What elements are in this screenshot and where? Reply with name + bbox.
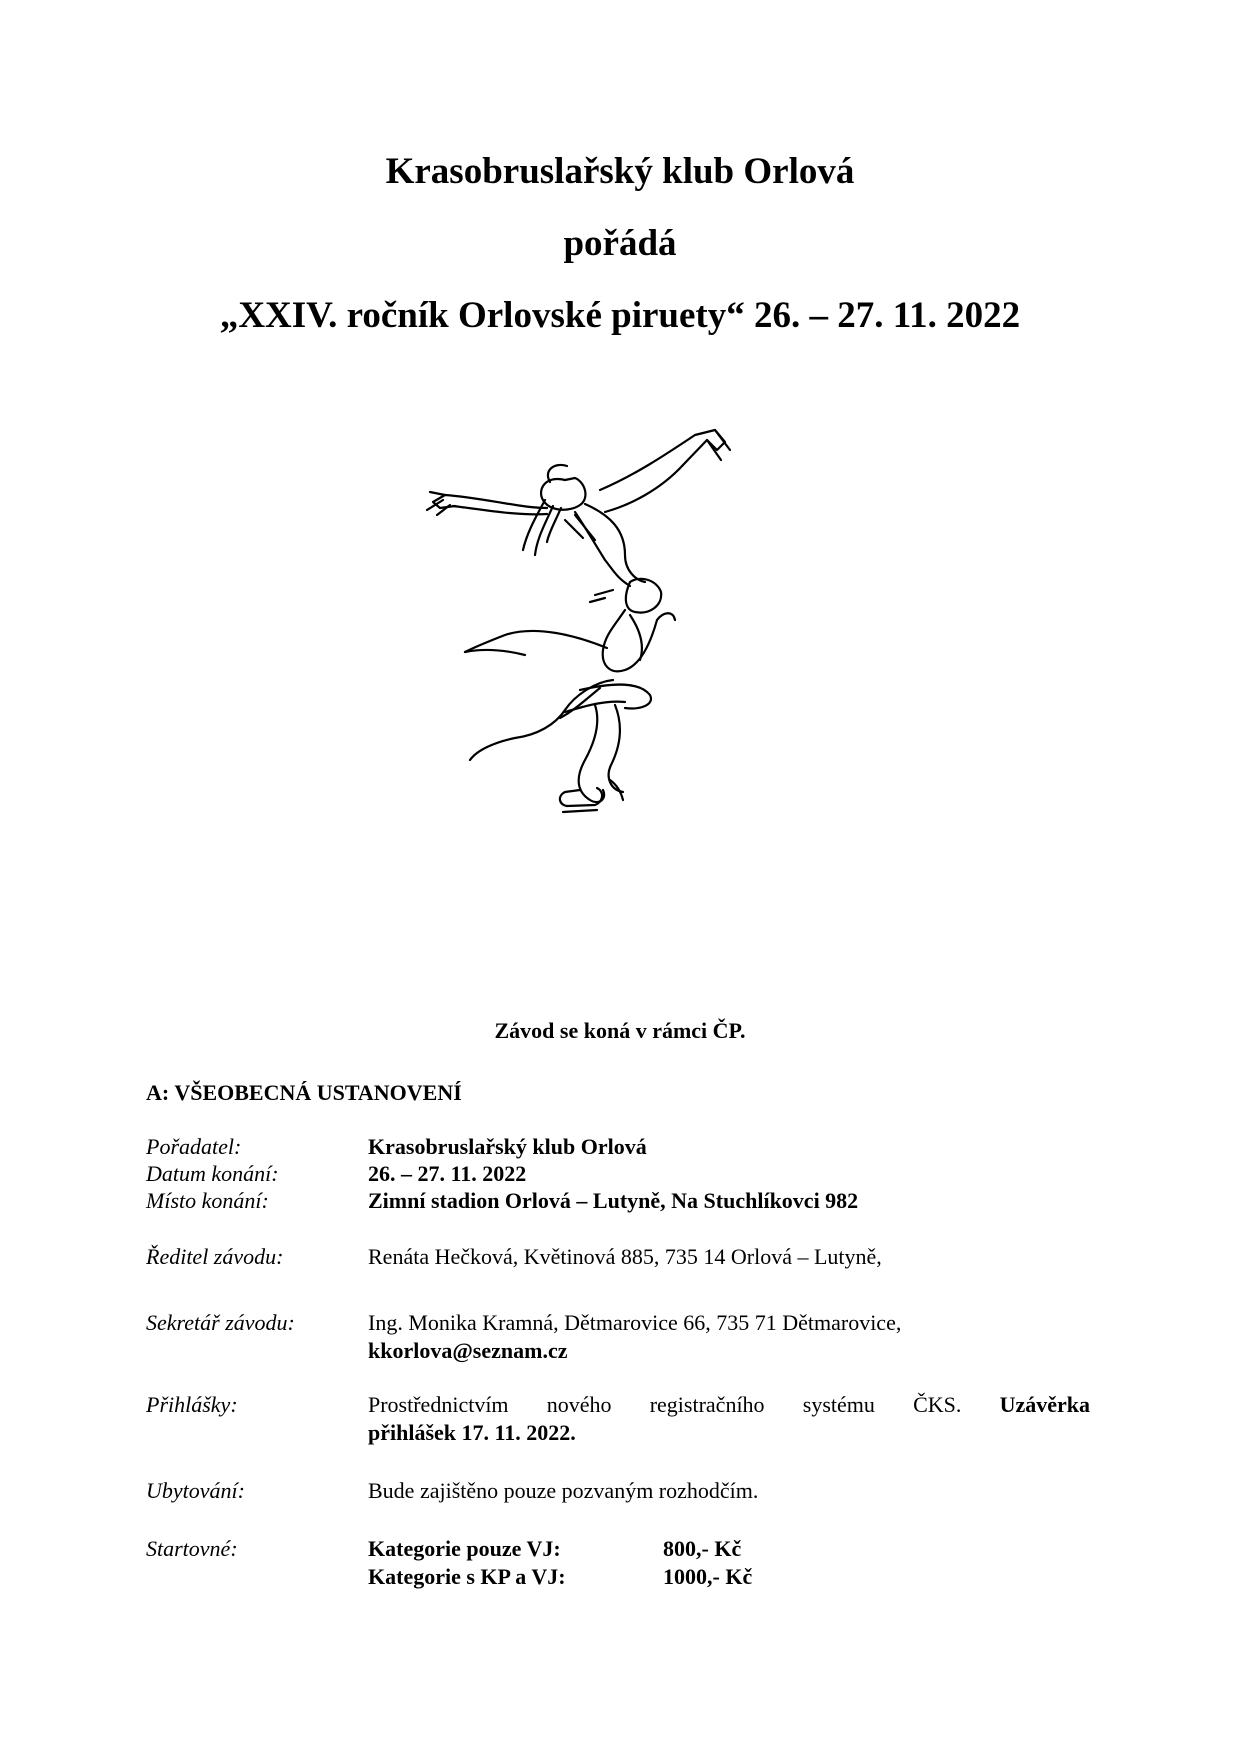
director-label: Ředitel závodu: <box>146 1244 284 1269</box>
deadline-word: Uzávěrka <box>999 1392 1090 1417</box>
applications-label: Přihlášky: <box>146 1392 238 1417</box>
section-a-title: A: VŠEOBECNÁ USTANOVENÍ <box>146 1080 462 1105</box>
event-title: „XXIV. ročník Orlovské piruety“ 26. – 27. 11. 2022 <box>219 295 1021 336</box>
secretary-label: Sekretář závodu: <box>146 1310 295 1335</box>
organizer-label: Pořadatel: <box>146 1134 242 1159</box>
fee-category-kp-vj: Kategorie s KP a VJ: <box>368 1564 566 1589</box>
director-value: Renáta Hečková, Květinová 885, 735 14 Orlová – Lutyně, <box>368 1244 882 1269</box>
venue-label: Místo konání: <box>146 1188 269 1213</box>
applications-value <box>368 1392 1090 1418</box>
figure-skater-illustration <box>425 420 795 900</box>
accommodation-label: Ubytování: <box>146 1478 245 1503</box>
organizes-label: pořádá <box>563 223 677 264</box>
entry-fee-label: Startovné: <box>146 1536 238 1561</box>
secretary-email-link[interactable]: kkorlova@seznam.cz <box>368 1338 568 1363</box>
date-label: Datum konání: <box>146 1161 279 1186</box>
fee-category-vj: Kategorie pouze VJ: <box>368 1536 561 1561</box>
championship-note: Závod se koná v rámci ČP. <box>494 1018 746 1043</box>
applications-text: Prostřednictvím nového registračního systému ČKS. <box>368 1392 962 1417</box>
accommodation-value: Bude zajištěno pouze pozvaným rozhodčím. <box>368 1478 759 1503</box>
secretary-value: Ing. Monika Kramná, Dětmarovice 66, 735 71 Dětmarovice, <box>368 1310 902 1335</box>
date-value: 26. – 27. 11. 2022 <box>368 1161 527 1186</box>
venue-value: Zimní stadion Orlová – Lutyně, Na Stuchlíkovci 982 <box>368 1188 859 1213</box>
fee-price-kp-vj: 1000,- Kč <box>663 1564 753 1589</box>
applications-deadline: přihlášek 17. 11. 2022. <box>368 1420 576 1445</box>
organizer-value: Krasobruslařský klub Orlová <box>368 1134 647 1159</box>
club-title: Krasobruslařský klub Orlová <box>385 151 855 192</box>
fee-price-vj: 800,- Kč <box>663 1536 742 1561</box>
